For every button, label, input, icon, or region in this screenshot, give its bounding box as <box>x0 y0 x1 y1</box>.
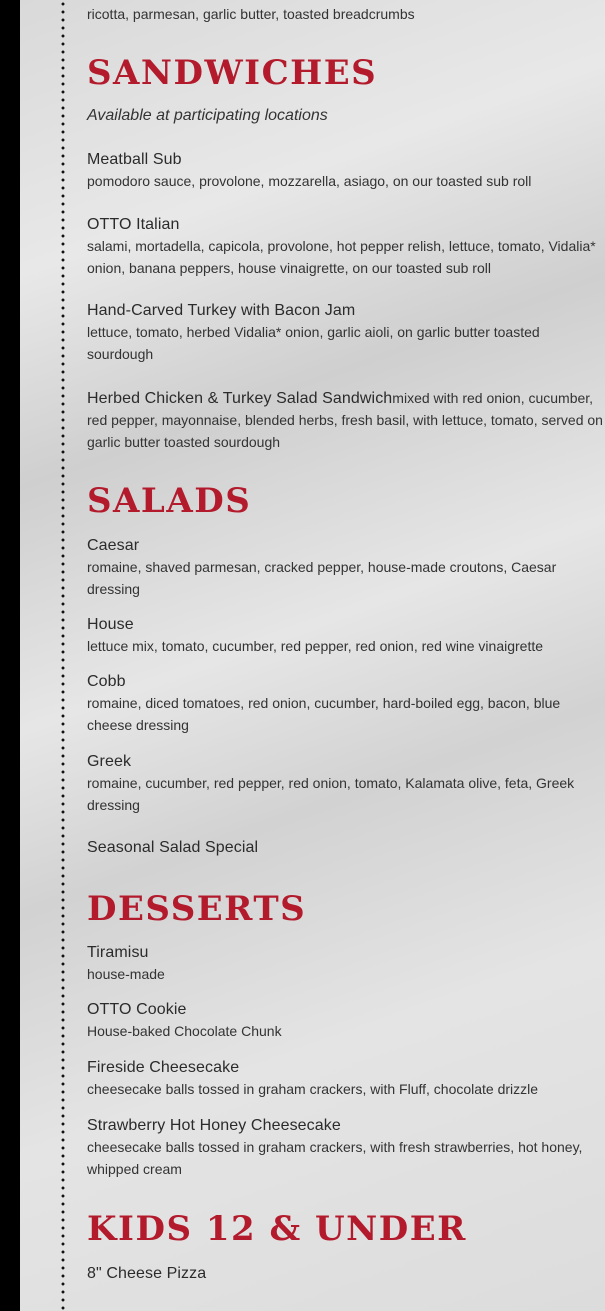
item-name: Caesar <box>87 537 140 554</box>
section-title-desserts: DESSERTS <box>87 889 307 929</box>
section-title-salads: SALADS <box>87 481 252 521</box>
item-name: Herbed Chicken & Turkey Salad Sandwich <box>87 390 393 407</box>
section-note: Available at participating locations <box>87 107 328 124</box>
menu-item <box>87 301 603 365</box>
item-description: cheesecake balls tossed in graham crackers, with fresh strawberries, hot honey, whipped cream <box>87 1139 583 1177</box>
menu-item <box>87 672 603 736</box>
menu-item <box>87 838 603 858</box>
item-description: lettuce, tomato, herbed Vidalia* onion, garlic aioli, on garlic butter toasted sourdough <box>87 324 540 362</box>
menu-item <box>87 752 603 816</box>
menu-item <box>87 215 603 279</box>
menu-item <box>87 387 603 453</box>
menu-item <box>87 943 603 985</box>
item-name: Hand-Carved Turkey with Bacon Jam <box>87 302 356 319</box>
menu-item <box>87 1058 603 1100</box>
item-description: romaine, diced tomatoes, red onion, cucumber, hard-boiled egg, bacon, blue cheese dressing <box>87 695 561 733</box>
section-title-sandwiches: SANDWICHES <box>87 53 378 93</box>
item-name: Strawberry Hot Honey Cheesecake <box>87 1117 341 1134</box>
menu-item <box>87 1264 603 1284</box>
menu-item <box>87 536 603 600</box>
item-name: Seasonal Salad Special <box>87 839 259 856</box>
item-name: Tiramisu <box>87 944 149 961</box>
item-name: Fireside Cheesecake <box>87 1059 240 1076</box>
item-description: house-made <box>87 966 165 982</box>
menu-item <box>87 1116 603 1180</box>
item-description: romaine, cucumber, red pepper, red onion, tomato, Kalamata olive, feta, Greek dressing <box>87 775 575 813</box>
item-description: lettuce mix, tomato, cucumber, red pepper, red onion, red wine vinaigrette <box>87 638 544 654</box>
item-name: OTTO Cookie <box>87 1001 187 1018</box>
item-description: salami, mortadella, capicola, provolone, hot pepper relish, lettuce, tomato, Vidalia* onion, banana peppers, house vinaigrette, on our toasted sub roll <box>87 238 596 276</box>
item-name: 8" Cheese Pizza <box>87 1265 207 1282</box>
item-description: ricotta, parmesan, garlic butter, toasted breadcrumbs <box>87 6 415 22</box>
item-name: House <box>87 616 134 633</box>
item-description: pomodoro sauce, provolone, mozzarella, asiago, on our toasted sub roll <box>87 173 532 189</box>
item-description: romaine, shaved parmesan, cracked pepper, house-made croutons, Caesar dressing <box>87 559 557 597</box>
item-name: OTTO Italian <box>87 216 180 233</box>
dotted-divider <box>61 0 65 1311</box>
item-description: House-baked Chocolate Chunk <box>87 1023 282 1039</box>
item-name: Greek <box>87 753 132 770</box>
menu-item <box>87 1000 603 1042</box>
menu-page <box>20 0 605 1311</box>
item-name: Cobb <box>87 673 126 690</box>
section-title-kids: KIDS 12 & UNDER <box>87 1209 467 1249</box>
item-description: mixed with red onion, cucumber, red pepper, mayonnaise, blended herbs, fresh basil, with lettuce, tomato, served on garlic butter toasted sourdough <box>87 390 603 450</box>
menu-item <box>87 615 603 657</box>
item-name: Meatball Sub <box>87 151 182 168</box>
item-description: cheesecake balls tossed in graham crackers, with Fluff, chocolate drizzle <box>87 1081 539 1097</box>
menu-item <box>87 150 603 192</box>
